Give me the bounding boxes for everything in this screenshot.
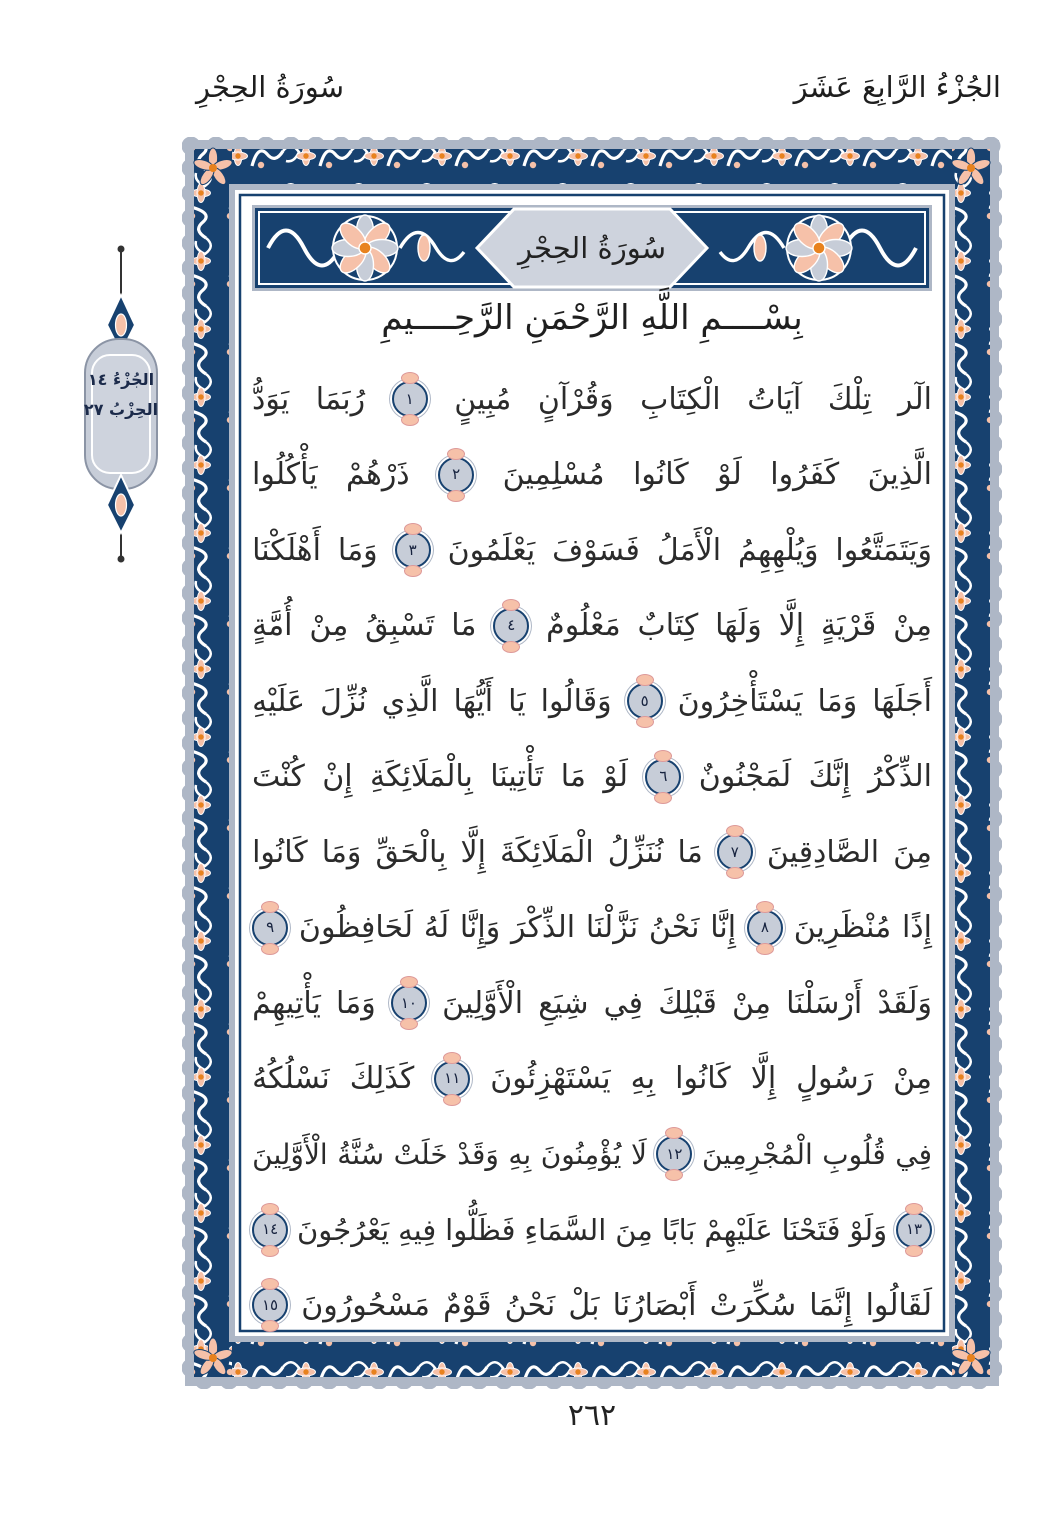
quran-word: لَقَالُوا — [865, 1287, 932, 1323]
quran-word: شِيَعِ — [538, 985, 589, 1021]
ayah-marker: ٢ — [438, 457, 474, 493]
quran-word: فَتَحْنَا — [781, 1212, 841, 1247]
quran-lines — [252, 376, 932, 1328]
quran-word: آيَاتُ — [747, 381, 802, 417]
quran-word: فَسَوْفَ — [552, 532, 640, 568]
quran-word: يَوَدُّ — [252, 381, 290, 417]
quran-word: قُلُوبِ — [822, 1137, 886, 1171]
ayah-marker: ١٣ — [896, 1212, 932, 1248]
quran-line — [252, 1131, 932, 1177]
juz-hizb-medallion — [75, 243, 167, 565]
quran-word: بَابًا — [661, 1212, 696, 1247]
quran-word: السَّمَاءِ — [524, 1212, 607, 1247]
quran-word: ذَرْهُمْ — [346, 457, 410, 492]
quran-word: الَّذِينَ — [867, 457, 932, 492]
quran-word: مُسْلِمِينَ — [502, 457, 605, 492]
quran-word: أَجَلَهَا — [872, 683, 932, 719]
ayah-marker: ١١ — [434, 1061, 470, 1097]
quran-word: فَظَلُّوا — [445, 1212, 516, 1247]
quran-word: وَمَا — [336, 985, 376, 1021]
quran-word: قَرْيَةٍ — [820, 608, 877, 643]
quran-word: بِالْمَلَائِكَةِ — [369, 759, 473, 794]
quran-word: أَبْصَارُنَا — [612, 1287, 697, 1323]
juz-hizb-labels — [83, 365, 159, 424]
quran-word: بِالْحَقِّ — [375, 834, 447, 870]
quran-word: تَسْبِقُ — [365, 608, 435, 643]
quran-word: تَأْتِينَا — [490, 759, 544, 794]
quran-word: مُبِينٍ — [454, 381, 512, 417]
quran-line — [252, 527, 932, 573]
quran-word: الذِّكْرُ — [867, 759, 932, 794]
surah-title: سُورَةُ الحِجْرِ — [517, 231, 667, 265]
quran-line — [252, 376, 932, 422]
quran-word: يُؤْمِنُونَ — [540, 1137, 622, 1171]
quran-word: مِنَ — [615, 1212, 653, 1247]
quran-word: بِهِ — [630, 1061, 656, 1096]
quran-word: كِتَابٌ — [637, 608, 699, 643]
quran-word: مِنْ — [893, 1061, 932, 1096]
quran-word: عَلَيْهِ — [252, 683, 306, 719]
quran-word: خَلَتْ — [393, 1137, 448, 1171]
quran-word: بِهِ — [508, 1137, 532, 1171]
quran-line — [252, 678, 932, 724]
ayah-marker: ١٤ — [252, 1212, 288, 1248]
quran-word: تِلْكَ — [827, 381, 872, 417]
quran-word: وَلَوْ — [849, 1212, 888, 1247]
quran-word: لَحَافِظُونَ — [298, 910, 414, 945]
rosette-icon — [786, 215, 852, 281]
quran-word: وَيُلْهِهِمُ — [738, 532, 819, 568]
quran-word: سُكِّرَتْ — [709, 1287, 797, 1323]
quran-word: وَقَدْ — [457, 1137, 499, 1171]
ayah-marker: ٩ — [252, 910, 288, 946]
quran-word: إِذًا — [901, 910, 932, 945]
quran-line — [252, 754, 932, 800]
quran-word: إِنَّا — [710, 910, 737, 945]
quran-line — [252, 905, 932, 951]
ayah-marker: ١ — [392, 381, 428, 417]
quran-word: أُمَّةٍ — [252, 608, 293, 643]
quran-line — [252, 603, 932, 649]
quran-word: مِنْ — [893, 608, 932, 643]
quran-word: مَسْحُورُونَ — [301, 1287, 430, 1323]
quran-word: بَلْ — [568, 1287, 600, 1323]
quran-word: مَا — [451, 608, 477, 643]
quran-word: الْمَلَائِكَةَ — [499, 834, 594, 870]
running-head-surah: سُورَةُ الحِجْرِ — [196, 70, 345, 104]
quran-word: سُنَّةُ — [337, 1137, 385, 1171]
quran-word: مِنْ — [732, 985, 771, 1021]
quran-word: إِنْ — [322, 759, 353, 794]
quran-word: إِلَّا — [460, 834, 486, 870]
quran-word: يَعْلَمُونَ — [447, 532, 536, 568]
quran-word: لَهُ — [423, 910, 450, 945]
quran-word: أَهْلَكْنَا — [252, 532, 321, 568]
quran-word: كَانُوا — [633, 457, 689, 492]
quran-word: يَسْتَأْخِرُونَ — [677, 683, 803, 719]
quran-word: لَوْ — [717, 457, 742, 492]
quran-word: أَيُّهَا — [453, 683, 494, 719]
quran-word: يَا — [508, 683, 526, 719]
quran-word: الصَّادِقِينَ — [766, 834, 880, 870]
quran-word: إِنَّمَا — [809, 1287, 853, 1323]
quran-word: قَوْمٌ — [443, 1287, 492, 1323]
quran-word: الْكِتَابِ — [640, 381, 721, 417]
quran-word: مَا — [677, 834, 703, 870]
quran-line — [252, 452, 932, 498]
quran-word: الٓر — [897, 381, 932, 417]
quran-word: لَوْ — [603, 759, 628, 794]
quran-word: مَعْلُومٌ — [546, 608, 621, 643]
quran-line — [252, 1282, 932, 1328]
quran-word: فِي — [603, 985, 644, 1021]
ayah-marker: ٤ — [493, 608, 529, 644]
quran-word: مَا — [560, 759, 586, 794]
quran-word: الْأَمَلُ — [656, 532, 722, 568]
quran-word: لَمَجْنُونٌ — [698, 759, 792, 794]
quran-word: لَا — [630, 1137, 647, 1171]
running-head-juz: الجُزْءُ الرَّابِعَ عَشَرَ — [793, 70, 1001, 104]
quran-word: الْمُجْرِمِينَ — [701, 1137, 813, 1171]
quran-word: عَلَيْهِمْ — [704, 1212, 773, 1247]
ayah-marker: ٣ — [395, 532, 431, 568]
quran-word: يَأْكُلُوا — [252, 457, 318, 492]
quran-line — [252, 1207, 932, 1253]
quran-word: كَانُوا — [675, 1061, 731, 1096]
quran-word: يَأْتِيهِمْ — [252, 985, 321, 1021]
hizb-label: الحِزْبُ ٢٧ — [83, 399, 159, 419]
quran-word: الَّذِي — [381, 683, 439, 719]
quran-word: يَسْتَهْزِئُونَ — [490, 1061, 611, 1096]
quran-word: وَمَا — [321, 834, 362, 870]
quran-word: نُنَزِّلُ — [607, 834, 664, 870]
quran-word: كَذَلِكَ — [349, 1061, 415, 1096]
ayah-marker: ٦ — [645, 759, 681, 795]
surah-title-banner — [252, 205, 932, 291]
quran-word: وَمَا — [337, 532, 378, 568]
ayah-marker: ١٥ — [252, 1287, 288, 1323]
quran-word: الذِّكْرَ — [511, 910, 576, 945]
ayah-marker: ٧ — [717, 834, 753, 870]
quran-word: إِلَّا — [778, 608, 805, 643]
quran-word: وَيَتَمَتَّعُوا — [835, 532, 932, 568]
quran-word: كَفَرُوا — [770, 457, 840, 492]
quran-word: إِنَّكَ — [808, 759, 851, 794]
bismillah: بِسْــــمِ اللَّهِ الرَّحْمَنِ الرَّحِــــيمِ — [381, 298, 803, 338]
quran-word: رُبَمَا — [315, 381, 366, 417]
quran-word: كَانُوا — [252, 834, 308, 870]
juz-label: الجُزْءُ ١٤ — [87, 370, 155, 389]
quran-word: نَحْنُ — [648, 910, 700, 945]
quran-word: وَلَقَدْ — [877, 985, 932, 1021]
quran-word: مِنَ — [893, 834, 932, 870]
quran-word: مِنْ — [309, 608, 349, 643]
quran-word: الْأَوَّلِينَ — [442, 985, 524, 1021]
page-number: ٢٦٢ — [567, 1398, 617, 1433]
ayah-marker: ١٢ — [656, 1136, 692, 1172]
quran-word: نُزِّلَ — [320, 683, 367, 719]
rosette-icon — [332, 215, 398, 281]
quran-word: إِلَّا — [750, 1061, 777, 1096]
quran-line — [252, 829, 932, 875]
quran-word: فِي — [895, 1137, 932, 1171]
quran-word: يَعْرُجُونَ — [296, 1212, 390, 1247]
quran-word: أَرْسَلْنَا — [786, 985, 863, 1021]
quran-word: وَإِنَّا — [459, 910, 501, 945]
quran-word: وَقَالُوا — [540, 683, 612, 719]
quran-word: نَحْنُ — [504, 1287, 556, 1323]
quran-word: قَبْلِكَ — [658, 985, 717, 1021]
ayah-marker: ٨ — [747, 910, 783, 946]
quran-line — [252, 980, 932, 1026]
quran-word: كُنْتَ — [252, 759, 305, 794]
quran-word: وَمَا — [817, 683, 858, 719]
quran-word: نَزَّلْنَا — [585, 910, 639, 945]
quran-word: مُنْظَرِينَ — [793, 910, 892, 945]
quran-word: وَلَهَا — [715, 608, 762, 643]
quran-word: الْأَوَّلِينَ — [252, 1137, 328, 1171]
quran-word: وَقُرْآنٍ — [537, 381, 614, 417]
ayah-marker: ١٠ — [391, 985, 427, 1021]
quran-word: رَسُولٍ — [796, 1061, 874, 1096]
ayah-marker: ٥ — [627, 683, 663, 719]
quran-word: فِيهِ — [398, 1212, 437, 1247]
quran-line — [252, 1056, 932, 1102]
quran-word: نَسْلُكُهُ — [252, 1061, 330, 1096]
